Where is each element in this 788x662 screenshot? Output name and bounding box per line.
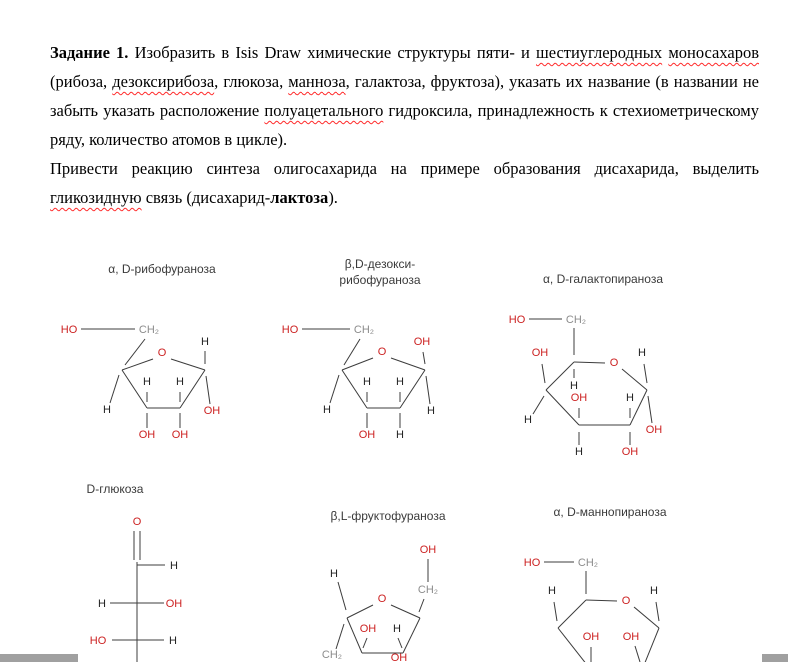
bond — [206, 376, 210, 404]
atom-label: H — [201, 336, 209, 348]
molecule-fructofuranose[interactable] — [310, 505, 480, 662]
paragraph-reaction[interactable] — [50, 154, 759, 212]
atom-label: CH₂ — [565, 314, 587, 326]
deoxyribofuranose-structure — [270, 255, 470, 455]
text-run: гликозидную — [50, 188, 142, 207]
atom-label: OH — [531, 347, 549, 359]
bond — [656, 602, 659, 621]
atom-label: H — [427, 405, 435, 417]
bond — [635, 646, 640, 662]
molecule-title: рибофураноза — [339, 273, 421, 287]
text-run: Изобразить в Isis Draw химические структуры пяти- и — [128, 43, 536, 62]
atom-label: OH — [171, 429, 189, 441]
atom-label: OH — [419, 544, 437, 556]
text-run: моносахаров — [668, 43, 759, 62]
atom-label: O — [609, 357, 619, 369]
text-run: лактоза — [270, 188, 329, 207]
bond — [398, 638, 402, 648]
text-run: гидроксила, принадлежность к стехиометрическому ряду, количество атомов в цикле). — [50, 101, 759, 149]
atom-label: O — [157, 347, 167, 359]
bond — [558, 600, 586, 628]
atom-label: H — [650, 585, 658, 597]
text-run: , галактоза, фруктоза), указать их название (в названии не забыть указать расположение — [50, 72, 759, 120]
atom-label: CH₂ — [353, 324, 375, 336]
atom-label: H — [169, 635, 177, 647]
atom-label: OH — [203, 405, 221, 417]
atom-label: H — [98, 598, 106, 610]
text-run: Привести реакцию синтеза олигосахарида на примере образования дисахарида, выделить — [50, 159, 759, 178]
bond — [347, 605, 373, 618]
bonds — [529, 319, 652, 445]
text-run: (рибоза, — [50, 72, 113, 91]
atom-label: OH — [582, 631, 600, 643]
atom-label: O — [132, 516, 142, 528]
bond — [330, 375, 339, 403]
atom-label: H — [323, 404, 331, 416]
bond — [122, 359, 153, 370]
atom-label: OH — [390, 652, 408, 662]
bond — [336, 624, 344, 649]
text-run: полуацетального — [264, 101, 384, 120]
bonds — [336, 559, 428, 653]
glucose-structure — [70, 480, 210, 662]
text-run: , глюкоза, — [214, 72, 289, 91]
atom-label: OH — [570, 392, 588, 404]
atom-label: H — [330, 568, 338, 580]
atom-label: HO — [281, 324, 299, 336]
atom-label: H — [103, 404, 111, 416]
atom-label: O — [377, 346, 387, 358]
bond — [344, 339, 360, 365]
bond — [542, 364, 545, 383]
atom-label: OH — [358, 429, 376, 441]
molecule-title: β,L-фруктофураноза — [330, 509, 446, 523]
molecule-deoxyribofuranose[interactable] — [270, 255, 470, 455]
atom-label: CH₂ — [321, 649, 343, 661]
atom-label: CH₂ — [577, 557, 599, 569]
text-run: связь (дисахарид- — [141, 188, 271, 207]
paragraph-task[interactable] — [50, 38, 759, 154]
galactopyranose-structure — [500, 265, 720, 475]
fructofuranose-structure — [310, 505, 480, 662]
molecule-galactopyranose[interactable] — [500, 265, 720, 475]
bond — [171, 359, 205, 370]
molecule-title: D-глюкоза — [86, 482, 144, 496]
atom-label: HO — [523, 557, 541, 569]
bond — [644, 364, 647, 383]
bond — [574, 362, 605, 363]
page-edge-left — [0, 654, 78, 662]
bond — [423, 352, 425, 364]
atom-label: OH — [622, 631, 640, 643]
atom-label: H — [396, 376, 404, 388]
atom-label: OH — [645, 424, 663, 436]
mannopyranose-structure — [510, 500, 730, 662]
atom-label: H — [626, 392, 634, 404]
bond — [403, 618, 420, 653]
bond — [634, 607, 659, 628]
text-run: Задание 1. — [50, 43, 129, 62]
molecule-glucose[interactable] — [70, 480, 210, 662]
atom-label: O — [621, 595, 631, 607]
bond — [338, 582, 346, 610]
bond — [554, 602, 557, 621]
atom-label: OH — [165, 598, 183, 610]
bond — [110, 375, 119, 403]
molecule-title: α, D-галактопираноза — [542, 272, 664, 286]
atom-label: HO — [60, 324, 78, 336]
atom-label: CH₂ — [138, 324, 160, 336]
bond — [622, 369, 647, 390]
atom-label: H — [575, 446, 583, 458]
bond — [419, 599, 424, 612]
atom-label: CH₂ — [417, 584, 439, 596]
atom-label: H — [570, 380, 578, 392]
bonds — [110, 531, 165, 662]
atom-label: H — [176, 376, 184, 388]
text-run: дезоксирибоза — [112, 72, 215, 91]
atom-label: H — [363, 376, 371, 388]
text-run: ). — [328, 188, 338, 207]
molecule-title: β,D-дезокси- — [344, 257, 416, 271]
bond — [648, 396, 652, 423]
atom-label: H — [638, 347, 646, 359]
molecule-ribofuranose[interactable] — [55, 255, 255, 455]
molecule-title: α, D-рибофураноза — [108, 262, 216, 276]
ribofuranose-structure — [55, 255, 255, 455]
atom-label: H — [143, 376, 151, 388]
atom-label: H — [396, 429, 404, 441]
atom-label: OH — [413, 336, 431, 348]
bond — [363, 638, 367, 648]
molecule-title: α, D-маннопираноза — [553, 505, 667, 519]
molecule-mannopyranose[interactable] — [510, 500, 730, 662]
bond — [391, 605, 420, 618]
bond — [125, 339, 145, 365]
atom-label: HO — [508, 314, 526, 326]
atom-label: OH — [359, 623, 377, 635]
bond — [426, 376, 430, 404]
bond — [586, 600, 617, 601]
bond — [642, 628, 659, 662]
atom-label: O — [377, 593, 387, 605]
bond — [391, 358, 425, 370]
page-edge-right — [762, 654, 788, 662]
bonds — [544, 562, 659, 662]
atom-label: HO — [89, 635, 107, 647]
atom-label: OH — [621, 446, 639, 458]
bond — [533, 396, 544, 414]
text-run: шестиуглеродных — [536, 43, 663, 62]
atom-label: H — [170, 560, 178, 572]
text-run: манноза — [288, 72, 346, 91]
assignment-text — [50, 38, 759, 212]
atom-label: H — [548, 585, 556, 597]
atom-label: OH — [138, 429, 156, 441]
atom-label: H — [524, 414, 532, 426]
atom-label: H — [393, 623, 401, 635]
